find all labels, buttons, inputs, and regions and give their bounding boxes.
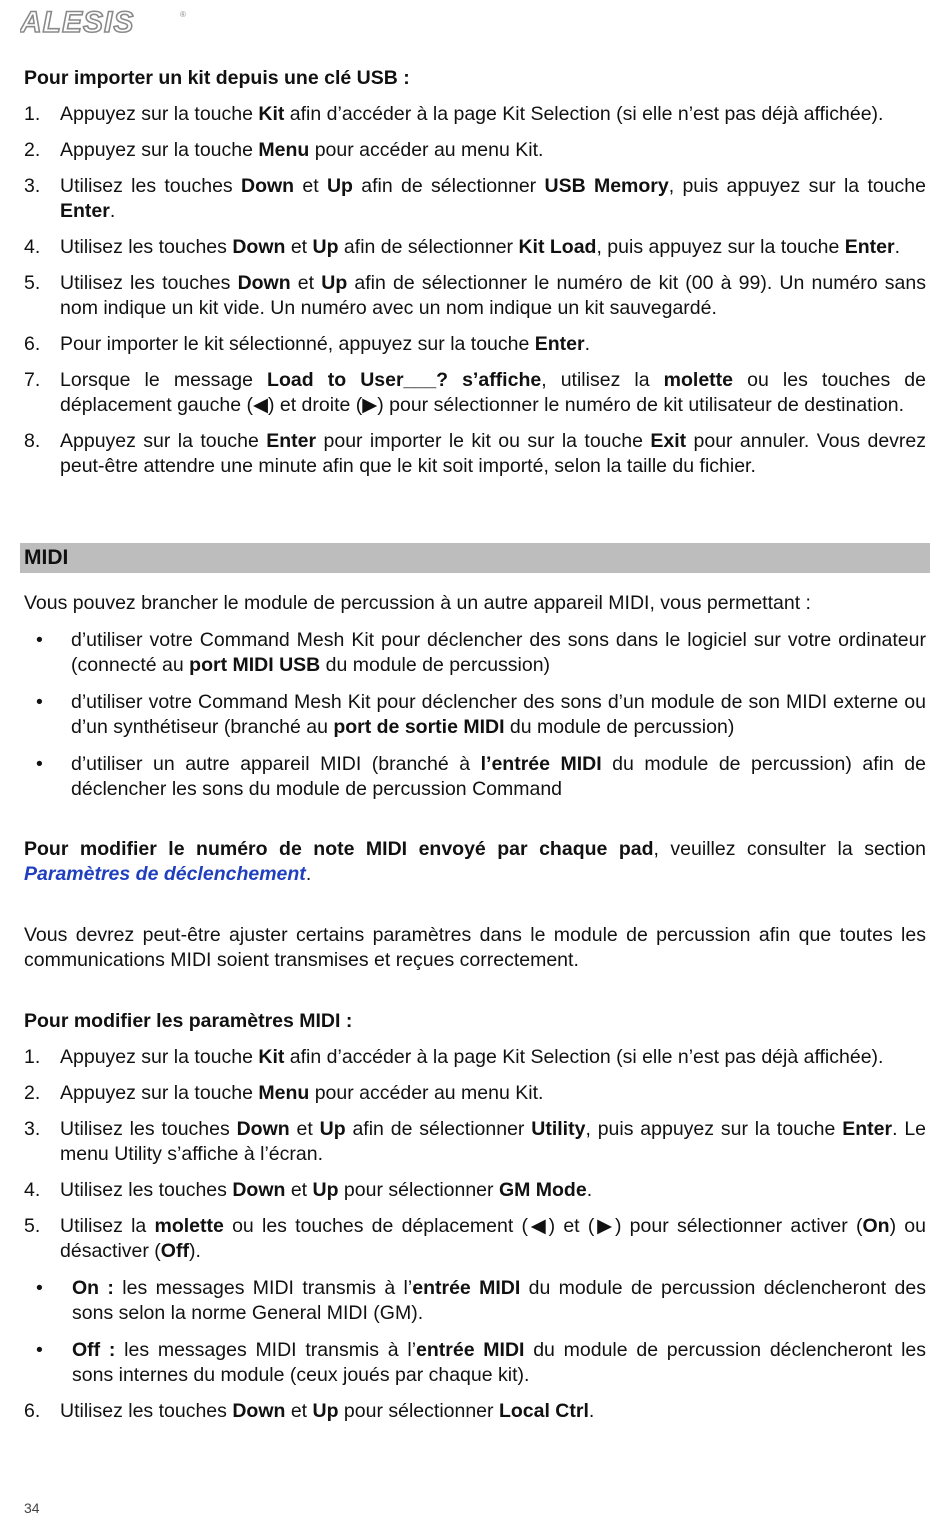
step-item xyxy=(24,174,926,224)
text-run: Appuyez sur la touche xyxy=(60,103,259,125)
bold-text: l’entrée MIDI xyxy=(480,753,602,775)
bold-text: Enter xyxy=(842,1118,893,1140)
text-run: et xyxy=(294,175,327,197)
bold-text: Down xyxy=(232,236,286,258)
text-run: . xyxy=(588,1400,595,1422)
text-run: ou les touches de déplacement (◀) et (▶) pour sélectionner activer ( xyxy=(223,1215,863,1237)
text-run: . Le menu Utility s’affiche à l’écran. xyxy=(60,1118,927,1165)
bold-text: port MIDI USB xyxy=(189,654,321,676)
bold-text: molette xyxy=(663,369,734,391)
step-number: 5. xyxy=(24,272,41,294)
step-number: 4. xyxy=(24,236,41,258)
bold-text: entrée MIDI xyxy=(416,1339,525,1361)
bold-text: Local Ctrl xyxy=(498,1400,589,1422)
step-item xyxy=(24,1117,926,1167)
step-item xyxy=(24,271,926,321)
bullet-item xyxy=(24,752,926,802)
step-item xyxy=(24,1214,926,1388)
text-run: Utilisez les touches xyxy=(60,272,238,294)
page-number: 34 xyxy=(24,1500,40,1516)
text-run: Pour importer le kit sélectionné, appuyez sur la touche xyxy=(60,333,535,355)
bold-text: Load to User___? s’affiche xyxy=(267,369,542,391)
step-item xyxy=(24,332,926,357)
svg-text:®: ® xyxy=(180,10,186,19)
step-number: 4. xyxy=(24,1179,41,1201)
text-run: d’utiliser votre Command Mesh Kit pour déclencher des sons d’un module de son MIDI externe ou d’un synthétiseur (branché au xyxy=(71,691,926,738)
bold-text: Down xyxy=(236,1118,290,1140)
text-run: les messages MIDI transmis à l’ xyxy=(115,1339,417,1361)
text-run: d’utiliser votre Command Mesh Kit pour déclencher des sons dans le logiciel sur votre ordinateur (connecté au xyxy=(71,629,926,676)
step-number: 5. xyxy=(24,1215,41,1237)
bullet-icon: • xyxy=(36,691,43,713)
bold-text: Off : xyxy=(72,1339,116,1361)
text-run: . xyxy=(586,1179,593,1201)
bold-text: Enter xyxy=(844,236,895,258)
text-run: , puis appuyez sur la touche xyxy=(596,236,845,258)
bold-text: Enter xyxy=(60,200,110,222)
bold-text: Enter xyxy=(266,430,317,452)
text-run: , utilisez la xyxy=(541,369,664,391)
step-item xyxy=(24,235,926,260)
gm-mode-options xyxy=(24,1276,926,1388)
bold-text: Down xyxy=(241,175,295,197)
text-run: afin d’accéder à la page Kit Selection (si elle n’est pas déjà affichée). xyxy=(284,103,884,125)
bold-text: Menu xyxy=(258,139,310,161)
bullet-icon: • xyxy=(36,753,43,775)
text-run: Utilisez les touches xyxy=(60,1400,233,1422)
step-number: 6. xyxy=(24,333,41,355)
text-run: , puis appuyez sur la touche xyxy=(668,175,926,197)
step-number: 1. xyxy=(24,103,41,125)
text-run: Appuyez sur la touche xyxy=(60,1082,259,1104)
bold-text: Kit Load xyxy=(518,236,597,258)
midi-settings-heading: Pour modifier les paramètres MIDI : xyxy=(24,1010,353,1032)
bold-text: Kit xyxy=(258,103,285,125)
text-run: les messages MIDI transmis à l’ xyxy=(113,1277,413,1299)
bullet-icon: • xyxy=(36,1339,43,1361)
page-content xyxy=(24,66,926,1424)
text-run: pour sélectionner xyxy=(338,1179,499,1201)
text-run: pour importer le kit ou sur la touche xyxy=(316,430,651,452)
step-item xyxy=(24,1178,926,1203)
bold-text: GM Mode xyxy=(498,1179,587,1201)
text-run: du module de percussion) xyxy=(504,716,735,738)
text-run: Utilisez la xyxy=(60,1215,155,1237)
step-number: 6. xyxy=(24,1400,41,1422)
usb-import-steps xyxy=(24,102,926,479)
text-run: du module de percussion) xyxy=(320,654,551,676)
text-run: pour accéder au menu Kit. xyxy=(309,1082,544,1104)
text-run: Utilisez les touches xyxy=(60,175,241,197)
text-run: . xyxy=(894,236,900,258)
step-number: 3. xyxy=(24,1118,41,1140)
alesis-logo xyxy=(20,6,190,43)
step-number: 7. xyxy=(24,369,41,391)
text-run: afin de sélectionner xyxy=(338,236,519,258)
text-run: , veuillez consulter la section xyxy=(653,838,926,860)
bold-text: Enter xyxy=(534,333,585,355)
midi-uses-list xyxy=(24,628,926,802)
bold-text: Up xyxy=(319,1118,346,1140)
step-number: 8. xyxy=(24,430,41,452)
text-run: Appuyez sur la touche xyxy=(60,430,267,452)
text-run: d’utiliser un autre appareil MIDI (branché à xyxy=(71,753,481,775)
bold-text: Pour modifier le numéro de note MIDI envoyé par chaque pad xyxy=(24,838,654,860)
bullet-icon: • xyxy=(36,1277,43,1299)
svg-text:ALESIS: ALESIS xyxy=(20,6,135,36)
bold-text: Up xyxy=(312,236,339,258)
text-run: du module de percussion déclencheront les sons internes du module (ceux joués par chaque kit). xyxy=(72,1339,927,1386)
text-run: Appuyez sur la touche xyxy=(60,139,259,161)
bold-text: Up xyxy=(326,175,353,197)
step-item xyxy=(24,1045,926,1070)
bullet-icon: • xyxy=(36,629,43,651)
bold-text: Up xyxy=(321,272,348,294)
midi-intro: Vous pouvez brancher le module de percussion à un autre appareil MIDI, vous permettant : xyxy=(24,592,811,614)
text-run: . xyxy=(305,863,312,885)
bold-text: Down xyxy=(237,272,291,294)
step-item xyxy=(24,368,926,418)
step-number: 2. xyxy=(24,1082,41,1104)
text-run: et xyxy=(285,1400,313,1422)
step-item xyxy=(24,429,926,479)
text-run: pour accéder au menu Kit. xyxy=(309,139,544,161)
text-run: et xyxy=(290,272,322,294)
bold-text: Menu xyxy=(258,1082,310,1104)
bold-text: Exit xyxy=(650,430,687,452)
bullet-item xyxy=(24,1276,926,1326)
bold-text: USB Memory xyxy=(544,175,669,197)
trigger-settings-link[interactable]: Paramètres de déclenchement xyxy=(24,863,306,885)
text-run: ) ou désactiver ( xyxy=(60,1215,926,1262)
text-run: afin de sélectionner le numéro de kit (00 à 99). Un numéro sans nom indique un kit vide. Un numéro avec un nom indique un kit sauvegardé. xyxy=(60,272,926,319)
text-run: et xyxy=(289,1118,320,1140)
bold-text: Off xyxy=(160,1240,189,1262)
step-number: 1. xyxy=(24,1046,41,1068)
usb-import-heading: Pour importer un kit depuis une clé USB : xyxy=(24,67,410,89)
bold-text: Kit xyxy=(258,1046,285,1068)
midi-settings-steps xyxy=(24,1045,926,1424)
text-run: ). xyxy=(188,1240,201,1262)
bullet-item xyxy=(24,628,926,678)
step-item xyxy=(24,138,926,163)
bullet-item xyxy=(24,1338,926,1388)
text-run: . xyxy=(584,333,591,355)
bold-text: On xyxy=(862,1215,890,1237)
bold-text: Down xyxy=(232,1179,286,1201)
step-number: 2. xyxy=(24,139,41,161)
bold-text: On : xyxy=(72,1277,114,1299)
bold-text: port de sortie MIDI xyxy=(333,716,505,738)
text-run: Utilisez les touches xyxy=(60,1118,237,1140)
bold-text: Down xyxy=(232,1400,286,1422)
midi-note-paragraph xyxy=(24,837,926,887)
text-run: pour sélectionner xyxy=(338,1400,499,1422)
step-item xyxy=(24,102,926,127)
step-item xyxy=(24,1081,926,1106)
text-run: ou les touches de déplacement gauche (◀) et droite (▶) pour sélectionner le numéro de kit utilisateur de destination. xyxy=(60,369,926,416)
text-run: et xyxy=(285,236,313,258)
bullet-item xyxy=(24,690,926,740)
bold-text: Utility xyxy=(531,1118,586,1140)
bold-text: molette xyxy=(154,1215,224,1237)
bold-text: Up xyxy=(312,1179,339,1201)
step-number: 3. xyxy=(24,175,41,197)
text-run: Utilisez les touches xyxy=(60,236,233,258)
text-run: afin d’accéder à la page Kit Selection (si elle n’est pas déjà affichée). xyxy=(284,1046,884,1068)
text-run: pour annuler. Vous devrez peut-être attendre une minute afin que le kit soit importé, selon la taille du fichier. xyxy=(60,430,926,477)
text-run: et xyxy=(285,1179,313,1201)
text-run: Utilisez les touches xyxy=(60,1179,233,1201)
bold-text: Up xyxy=(312,1400,339,1422)
midi-adjust-paragraph: Vous devrez peut-être ajuster certains paramètres dans le module de percussion afin que toutes les communications MIDI soient transmises et reçues correctement. xyxy=(24,924,926,971)
text-run: . xyxy=(109,200,116,222)
text-run: afin de sélectionner xyxy=(352,175,545,197)
bold-text: entrée MIDI xyxy=(412,1277,521,1299)
text-run: Lorsque le message xyxy=(60,369,268,391)
text-run: afin de sélectionner xyxy=(345,1118,532,1140)
step-item xyxy=(24,1399,926,1424)
alesis-logo-graphic xyxy=(20,6,190,36)
midi-section-title: MIDI xyxy=(20,543,930,573)
text-run: , puis appuyez sur la touche xyxy=(585,1118,843,1140)
text-run: du module de percussion) afin de déclencher les sons du module de percussion Command xyxy=(71,753,926,800)
text-run: du module de percussion déclencheront des sons selon la norme General MIDI (GM). xyxy=(72,1277,926,1324)
text-run: Appuyez sur la touche xyxy=(60,1046,259,1068)
